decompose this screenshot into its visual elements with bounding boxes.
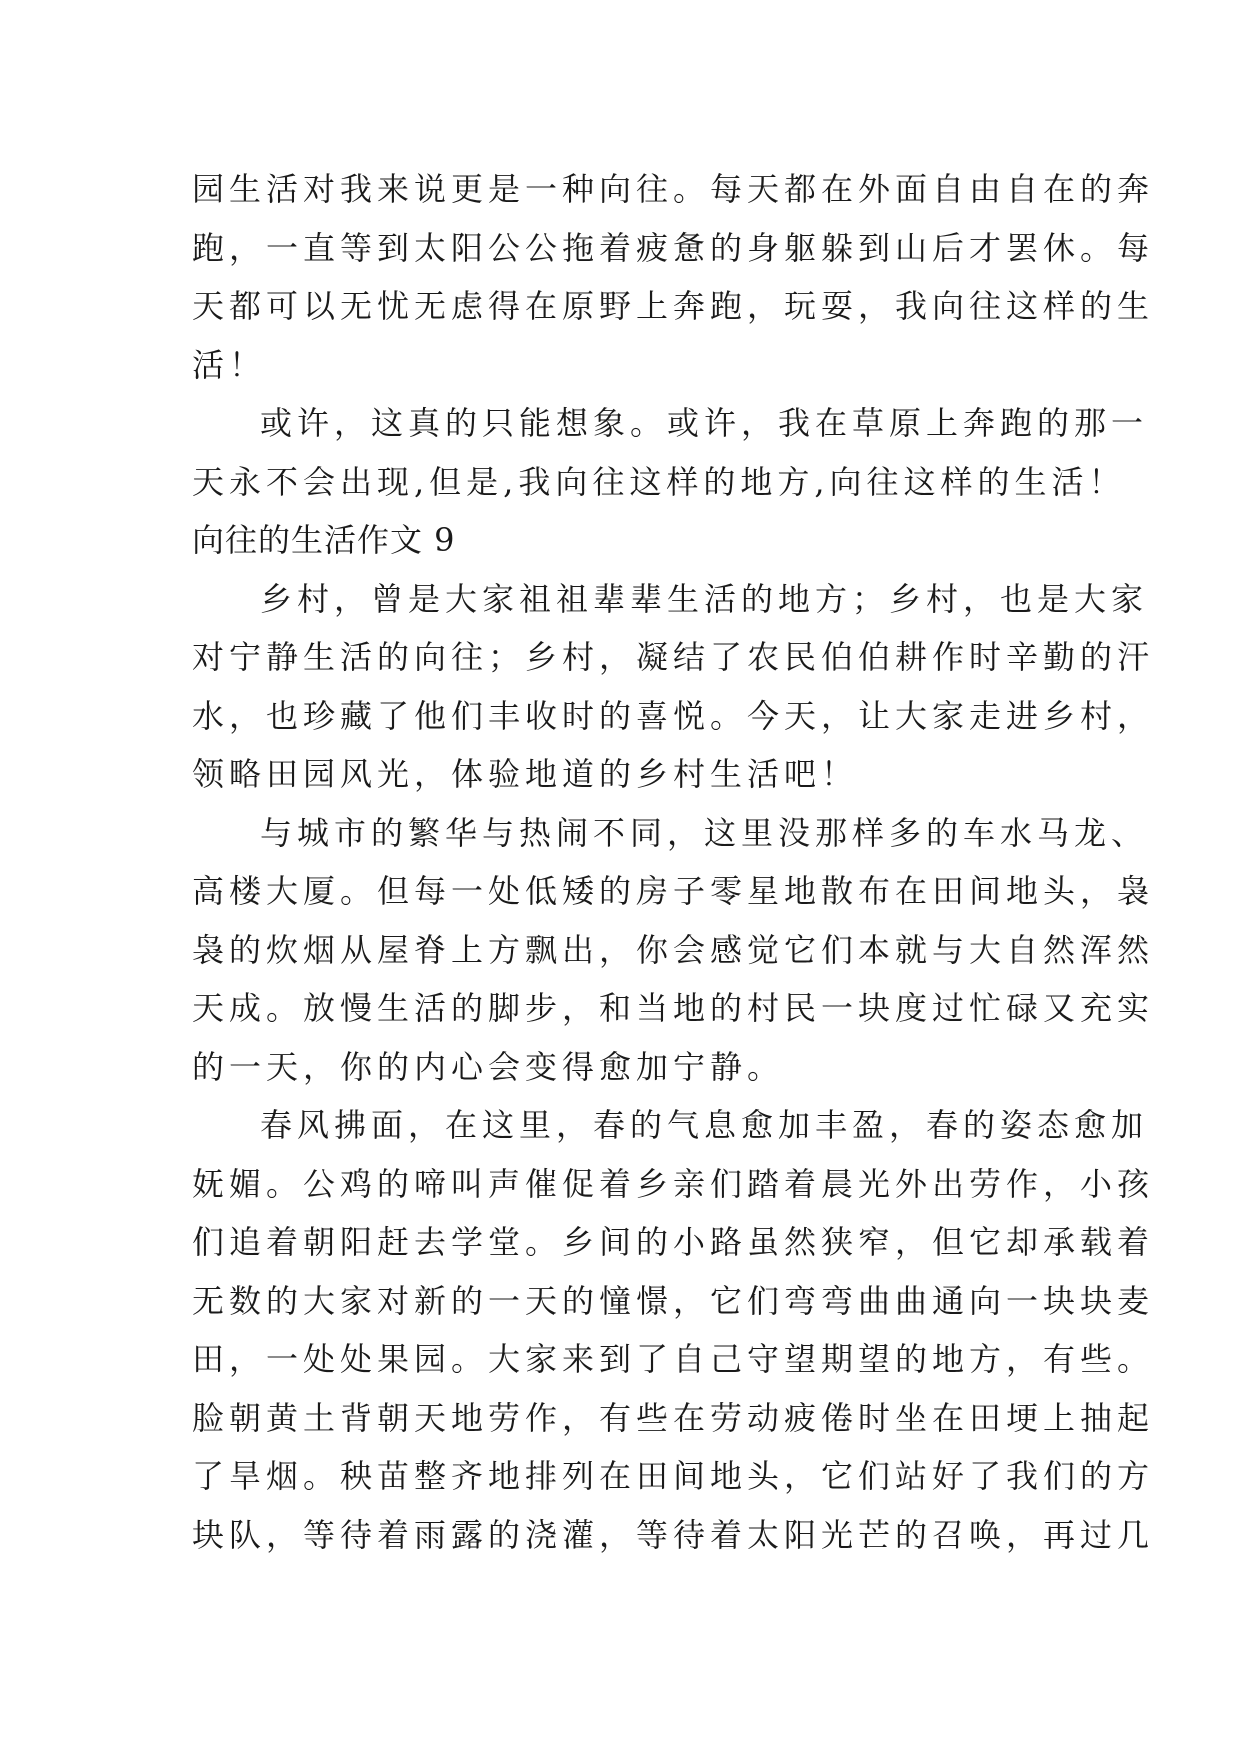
text-line: 与城市的繁华与热闹不同，这里没那样多的车水马龙、 [260,813,1149,852]
paragraph [192,804,1155,1097]
text-line: 天成。放慢生活的脚步，和当地的村民一块度过忙碌又充实 [192,989,1155,1027]
paragraph [192,160,1155,394]
text-line: 的一天，你的内心会变得愈加宁静。 [192,1047,785,1086]
text-line: 天都可以无忧无虑得在原野上奔跑，玩耍，我向往这样的生 [192,287,1155,325]
text-line: 袅的炊烟从屋脊上方飘出，你会感觉它们本就与大自然浑然 [192,930,1155,969]
text-line: 春风拂面，在这里，春的气息愈加丰盈，春的姿态愈加 [260,1106,1149,1144]
text-line: 田，一处处果园。大家来到了自己守望期望的地方，有些。 [192,1340,1155,1378]
text-line: 跑，一直等到太阳公公拖着疲惫的身躯躲到山后才罢休。每 [192,228,1155,267]
text-line: 们追着朝阳赶去学堂。乡间的小路虽然狭窄，但它却承载着 [192,1223,1155,1261]
paragraph [192,570,1155,804]
text-line: 脸朝黄土背朝天地劳作，有些在劳动疲倦时坐在田埂上抽起 [192,1398,1155,1437]
text-line: 乡村，曾是大家祖祖辈辈生活的地方；乡村，也是大家 [260,579,1149,618]
text-line: 了旱烟。秧苗整齐地排列在田间地头，它们站好了我们的方 [192,1457,1155,1495]
text-line: 水，也珍藏了他们丰收时的喜悦。今天，让大家走进乡村， [192,696,1155,735]
paragraph [192,394,1149,511]
text-line: 对宁静生活的向往；乡村，凝结了农民伯伯耕作时辛勤的汗 [192,638,1155,676]
text-line: 妩媚。公鸡的啼叫声催促着乡亲们踏着晨光外出劳作，小孩 [192,1164,1155,1203]
text-line: 块队，等待着雨露的浇灌，等待着太阳光芒的召唤，再过几 [192,1515,1155,1554]
paragraph [192,1096,1155,1564]
text-line: 或许，这真的只能想象。或许，我在草原上奔跑的那一 [260,404,1149,442]
text-line: 高楼大厦。但每一处低矮的房子零星地散布在田间地头，袅 [192,872,1155,910]
heading-text: 向往的生活作文 9 [192,521,456,559]
text-line: 活！ [192,345,267,384]
essay-text [192,160,1155,1564]
text-line: 园生活对我来说更是一种向往。每天都在外面自由自在的奔 [192,170,1155,208]
essay-heading [192,511,1064,570]
text-line: 天永不会出现,但是,我向往这样的地方,向往这样的生活！ [192,462,1126,501]
text-line: 领略田园风光，体验地道的乡村生活吧！ [192,755,859,793]
text-line: 无数的大家对新的一天的憧憬，它们弯弯曲曲通向一块块麦 [192,1281,1155,1320]
